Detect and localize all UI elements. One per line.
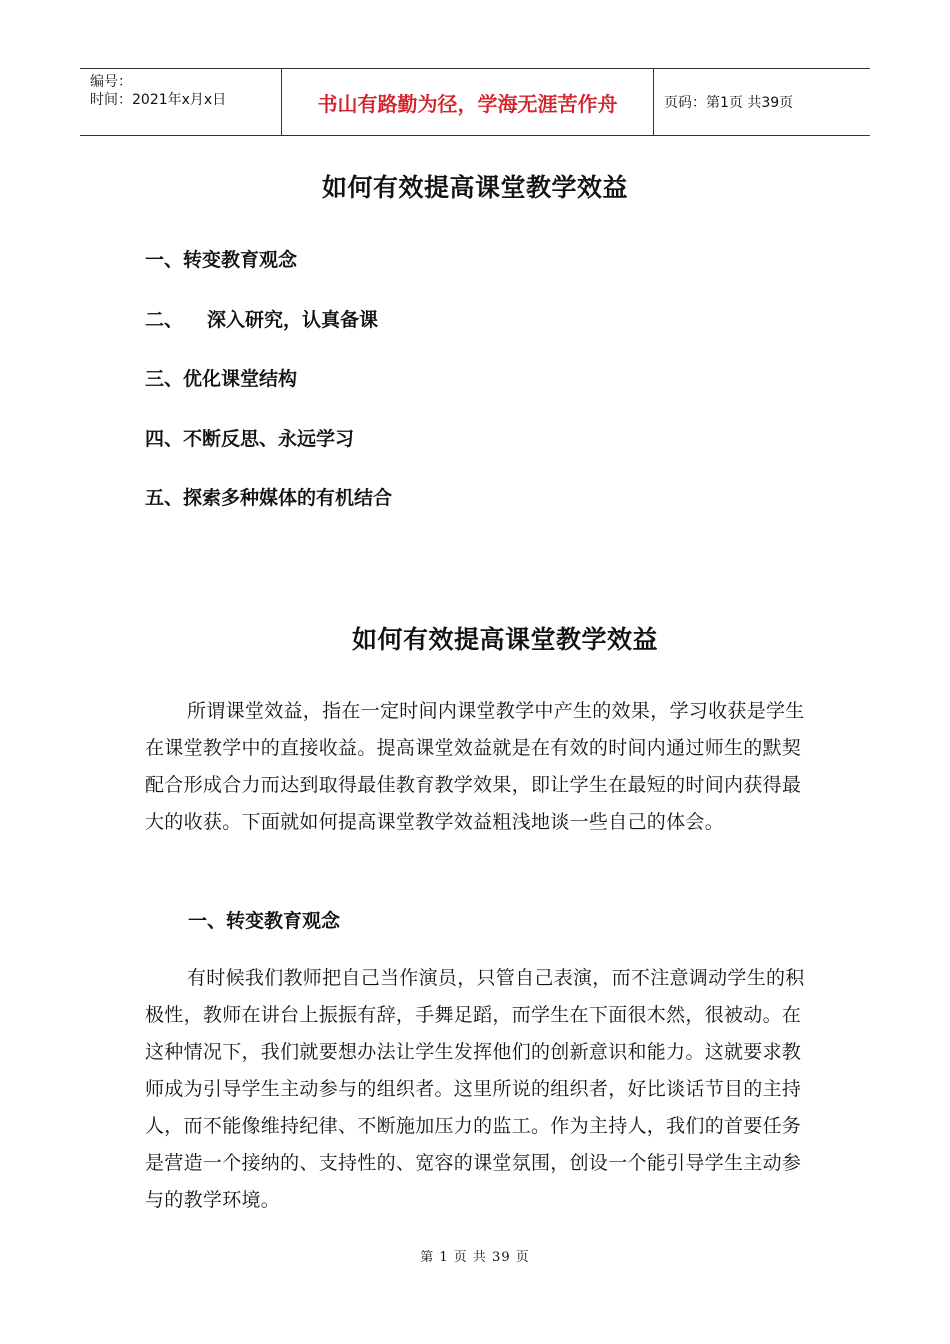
toc-item-text: 不断反思、永远学习 <box>183 427 355 450</box>
toc-item <box>145 246 392 306</box>
toc-item-number: 三、 <box>145 368 184 390</box>
toc-item <box>145 484 392 544</box>
header-page-info: 页码：第1页 共39页 <box>664 95 794 111</box>
document-title: 如何有效提高课堂教学效益 <box>321 173 628 202</box>
document-header <box>80 68 870 136</box>
header-motto: 书山有路勤为径，学海无涯苦作舟 <box>282 69 654 135</box>
section-text: 有时候我们教师把自己当作演员，只管自己表演，而不注意调动学生的积极性，教师在讲台上振振有辞，手舞足蹈，而学生在下面很木然，很被动。在这种情况下，我们就要想办法让学生发挥他们的创新意识和能力。这就要求教师成为引导学生主动参与的组织者。这里所说的组织者，好比谈话节目的主持人，而不能像维持纪律、不断施加压力的监工。作为主持人，我们的首要任务是营造一个接纳的、支持性的、宽容的课堂氛围，创设一个能引导学生主动参与的教学环境。 <box>145 967 805 1211</box>
intro-text: 所谓课堂效益，指在一定时间内课堂教学中产生的效果，学习收获是学生在课堂教学中的直接收益。提高课堂效益就是在有效的时间内通过师生的默契配合形成合力而达到取得最佳教育教学效果，即让学生在最短的时间内获得最大的收获。下面就如何提高课堂教学效益粗浅地谈一些自己的体会。 <box>145 700 805 833</box>
table-of-contents <box>145 246 392 544</box>
toc-item-text: 转变教育观念 <box>183 249 298 271</box>
number-label: 编号： <box>90 74 132 90</box>
toc-item-text: 优化课堂结构 <box>183 368 298 390</box>
date-label: 时间：2021年x月x日 <box>90 92 227 108</box>
toc-item <box>145 306 392 366</box>
article-title: 如何有效提高课堂教学效益 <box>351 625 658 654</box>
page-footer: 第 1 页 共 39 页 <box>420 1250 530 1265</box>
header-meta-cell <box>80 69 282 135</box>
toc-item <box>145 425 392 485</box>
section-paragraph <box>145 960 805 1219</box>
toc-item <box>145 365 392 425</box>
section-heading: 一、转变教育观念 <box>188 910 341 932</box>
toc-item-number: 四、 <box>145 427 184 450</box>
toc-item-number: 五、 <box>145 487 184 509</box>
toc-item-text: 探索多种媒体的有机结合 <box>183 487 393 509</box>
toc-item-text: 深入研究，认真备课 <box>207 308 379 331</box>
toc-item-number: 一、 <box>145 249 184 271</box>
toc-item-number: 二、 <box>145 308 184 331</box>
intro-paragraph <box>145 693 805 841</box>
